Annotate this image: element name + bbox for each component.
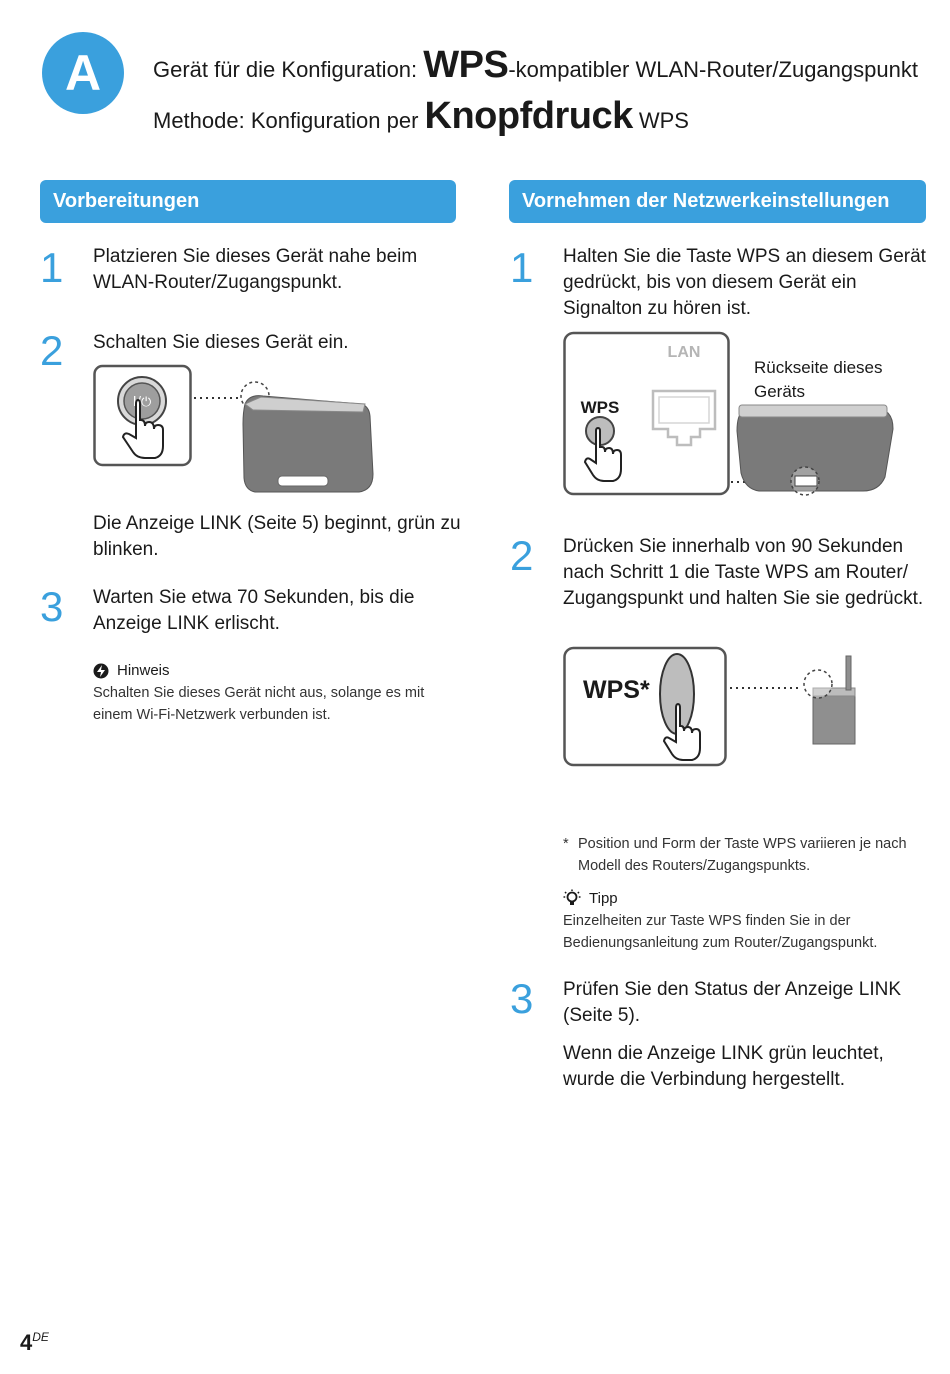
footnote-marker: * <box>563 836 569 852</box>
right-step-3-result: Wenn die Anzeige LINK grün leuchtet, wurde die Verbindung hergestellt. <box>563 1043 884 1090</box>
note-title: Hinweis <box>117 662 170 679</box>
power-button-label: I/⏻ <box>132 395 152 410</box>
right-step-2-number: 2 <box>510 532 534 579</box>
page-number <box>20 1330 49 1356</box>
note-heading <box>93 662 170 679</box>
lan-port-label: LAN <box>667 344 701 361</box>
section-heading-preparations: Vorbereitungen <box>40 180 456 223</box>
left-step-1-text: Platzieren Sie dieses Gerät nahe beim WLAN-Router/Zugangspunkt. <box>93 246 418 293</box>
section-badge: A <box>42 32 124 114</box>
right-step-1-text: Halten Sie die Taste WPS an diesem Gerät gedrückt, bis von diesem Gerät ein Signalton zu hören ist. <box>563 246 926 319</box>
lightbulb-icon <box>563 889 581 907</box>
router-wps-illustration <box>563 646 863 770</box>
left-step-3-number: 3 <box>40 583 64 630</box>
page-number-value: 4 <box>20 1330 33 1355</box>
right-step-3-number: 3 <box>510 975 534 1022</box>
warning-icon <box>93 663 109 679</box>
title-line1-suffix: -kompatibler WLAN-Router/Zugangspunkt <box>508 57 918 82</box>
left-step-2-number: 2 <box>40 327 64 374</box>
config-method-title <box>153 95 689 138</box>
left-step-3-text: Warten Sie etwa 70 Sekunden, bis die Anzeige LINK erlischt. <box>93 587 415 634</box>
title-line1-prefix: Gerät für die Konfiguration: <box>153 57 424 82</box>
right-step-2-text: Drücken Sie innerhalb von 90 Sekunden nach Schritt 1 die Taste WPS am Router/ Zugangspunkt und halten Sie sie gedrückt. <box>563 536 924 609</box>
left-step-1-number: 1 <box>40 244 64 291</box>
footnote-text: Position und Form der Taste WPS variieren je nach Modell des Routers/Zugangspunkts. <box>578 836 907 874</box>
left-step-2-text: Schalten Sie dieses Gerät ein. <box>93 332 349 353</box>
router-wps-label: WPS* <box>583 676 650 704</box>
title-line1-big: WPS <box>423 44 509 86</box>
tip-text: Einzelheiten zur Taste WPS finden Sie in der Bedienungsanleitung zum Router/Zugangspunkt. <box>563 913 878 951</box>
right-step-3-text: Prüfen Sie den Status der Anzeige LINK (Seite 5). <box>563 979 901 1026</box>
title-line2-big: Knopfdruck <box>424 95 633 137</box>
right-step-1-number: 1 <box>510 244 534 291</box>
note-text: Schalten Sie dieses Gerät nicht aus, solange es mit einem Wi-Fi-Netzwerk verbunden ist. <box>93 685 425 723</box>
title-line2-suffix: WPS <box>632 108 689 133</box>
config-device-title <box>153 44 918 87</box>
title-line2-prefix: Methode: Konfiguration per <box>153 108 425 133</box>
page-language-suffix: DE <box>32 1330 49 1344</box>
device-rear-caption: Rückseite dieses Geräts <box>754 358 883 401</box>
tip-title: Tipp <box>589 889 618 907</box>
left-step-2-result: Die Anzeige LINK (Seite 5) beginnt, grün zu blinken. <box>93 513 461 560</box>
power-on-illustration <box>93 364 383 498</box>
wps-button-label: WPS <box>580 398 620 417</box>
tip-heading <box>563 889 618 907</box>
section-heading-network-settings: Vornehmen der Netzwerkeinstellungen <box>509 180 926 223</box>
